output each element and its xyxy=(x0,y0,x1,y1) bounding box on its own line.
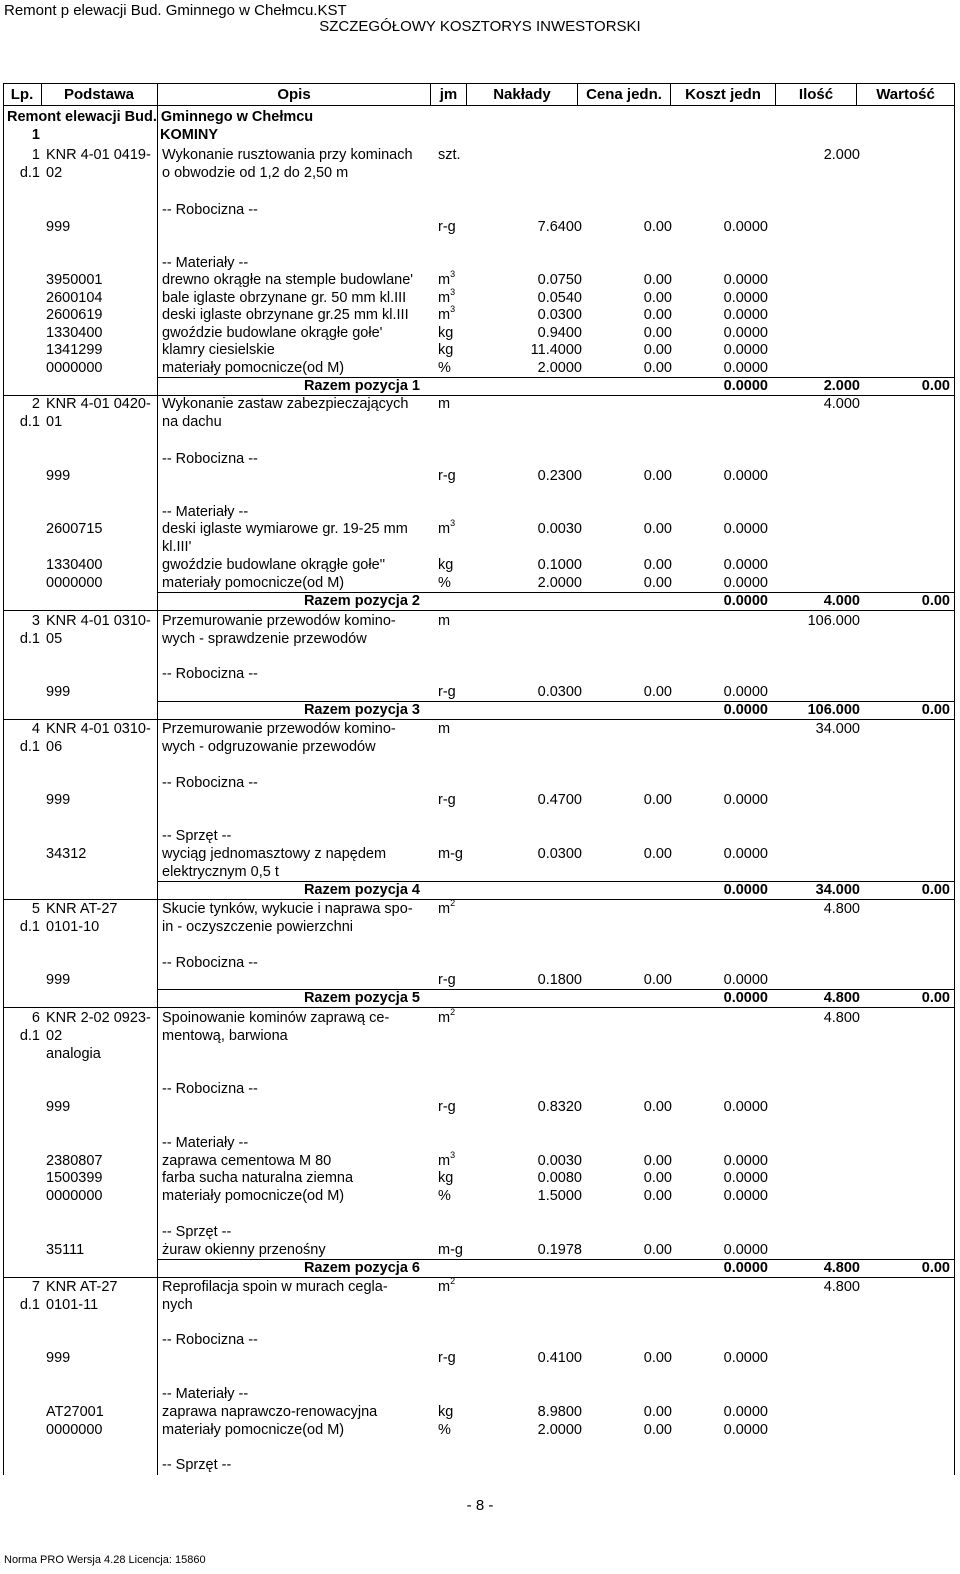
section-number: 1 xyxy=(31,127,40,143)
resource-norm: 0.0540 xyxy=(537,290,582,306)
col-header-cena-jedn: Cena jedn. xyxy=(586,86,662,103)
resource-unit: r-g xyxy=(438,1099,456,1115)
resource-unit: $m^3$ xyxy=(438,287,456,306)
position-unit: m xyxy=(438,396,451,412)
summary-bottom-border xyxy=(3,1007,954,1008)
position-basis: KNR AT-27 xyxy=(46,1279,118,1295)
resource-description: zaprawa cementowa M 80 xyxy=(162,1153,332,1169)
col-header-naklady: Nakłady xyxy=(493,86,551,103)
resource-unit-cost: 0.0000 xyxy=(723,1350,768,1366)
resource-code: 2380807 xyxy=(46,1153,103,1169)
resource-unit-cost: 0.0000 xyxy=(723,1188,768,1204)
resource-group-label: -- Sprzęt -- xyxy=(162,828,232,844)
position-total-label: Razem pozycja 6 xyxy=(303,1260,420,1276)
resource-unit-price: 0.00 xyxy=(643,1422,672,1438)
resource-code: 0000000 xyxy=(46,360,103,376)
resource-description: drewno okrągłe na stemple budowlane' xyxy=(162,272,414,288)
position-total-label: Razem pozycja 1 xyxy=(303,378,420,394)
resource-unit: % xyxy=(438,575,451,591)
position-basis: KNR 2-02 0923- xyxy=(46,1010,151,1026)
resource-unit-price: 0.00 xyxy=(643,846,672,862)
resource-description: klamry ciesielskie xyxy=(162,342,275,358)
resource-unit-price: 0.00 xyxy=(643,307,672,323)
table-column-divider xyxy=(954,83,955,1475)
resource-unit-price: 0.00 xyxy=(643,521,672,537)
resource-code: 999 xyxy=(46,1350,71,1366)
resource-unit: kg xyxy=(438,342,454,358)
summary-bottom-border xyxy=(3,1277,954,1278)
position-total-label: Razem pozycja 4 xyxy=(303,882,420,898)
resource-unit-price: 0.00 xyxy=(643,360,672,376)
resource-norm: 11.4000 xyxy=(530,342,582,358)
resource-unit-price: 0.00 xyxy=(643,468,672,484)
position-suffix: d.1 xyxy=(19,631,40,647)
position-number: 2 xyxy=(31,396,40,412)
resource-unit-price: 0.00 xyxy=(643,1242,672,1258)
resource-description: zaprawa naprawczo-renowacyjna xyxy=(162,1404,378,1420)
resource-unit: m-g xyxy=(438,846,463,862)
position-suffix: d.1 xyxy=(19,1028,40,1044)
position-suffix: d.1 xyxy=(19,414,40,430)
position-description: Wykonanie rusztowania przy kominach xyxy=(162,147,413,163)
resource-unit-cost: 0.0000 xyxy=(723,219,768,235)
resource-description: deski iglaste obrzynane gr.25 mm kl.III xyxy=(162,307,409,323)
unit-exponent: 3 xyxy=(450,287,456,298)
position-description: Skucie tynków, wykucie i naprawa spo- xyxy=(162,901,413,917)
table-column-divider xyxy=(3,83,4,1475)
position-basis-cont: 05 xyxy=(46,631,63,647)
resource-norm: 0.8320 xyxy=(537,1099,582,1115)
resource-unit: kg xyxy=(438,1404,454,1420)
position-total-quantity: 4.000 xyxy=(823,593,860,609)
position-quantity: 2.000 xyxy=(823,147,860,163)
resource-code: 999 xyxy=(46,972,71,988)
summary-bottom-border xyxy=(3,899,954,900)
position-total-quantity: 4.800 xyxy=(823,990,860,1006)
position-description-cont: nych xyxy=(162,1297,193,1313)
resource-unit: r-g xyxy=(438,792,456,808)
position-unit: m xyxy=(438,613,451,629)
resource-group-label: -- Materiały -- xyxy=(162,504,249,520)
position-quantity: 106.000 xyxy=(807,613,860,629)
position-total-quantity: 4.800 xyxy=(823,1260,860,1276)
resource-group-label: -- Sprzęt -- xyxy=(162,1224,232,1240)
resource-description: farba sucha naturalna ziemna xyxy=(162,1170,354,1186)
position-total-value: 0.00 xyxy=(921,378,950,394)
resource-description-cont: kl.III' xyxy=(162,539,192,555)
position-basis-cont: 02 xyxy=(46,165,63,181)
resource-unit-cost: 0.0000 xyxy=(723,1170,768,1186)
resource-description: bale iglaste obrzynane gr. 50 mm kl.III xyxy=(162,290,407,306)
resource-unit-price: 0.00 xyxy=(643,575,672,591)
position-basis: KNR 4-01 0310- xyxy=(46,721,151,737)
resource-unit: kg xyxy=(438,1170,454,1186)
resource-unit-cost: 0.0000 xyxy=(723,521,768,537)
resource-code: 999 xyxy=(46,684,71,700)
position-quantity: 4.000 xyxy=(823,396,860,412)
table-header-bottom-border xyxy=(3,105,954,106)
resource-code: 1330400 xyxy=(46,557,103,573)
col-header-jm: jm xyxy=(439,86,458,103)
position-total-unit-cost: 0.0000 xyxy=(723,378,768,394)
position-unit: $m^2$ xyxy=(438,1276,456,1295)
resource-unit: % xyxy=(438,1188,451,1204)
resource-description: materiały pomocnicze(od M) xyxy=(162,1422,345,1438)
resource-code: 999 xyxy=(46,219,71,235)
resource-description: materiały pomocnicze(od M) xyxy=(162,575,345,591)
resource-unit-cost: 0.0000 xyxy=(723,342,768,358)
position-description-cont: in - oczyszczenie powierzchni xyxy=(162,919,353,935)
resource-unit-cost: 0.0000 xyxy=(723,307,768,323)
position-quantity: 4.800 xyxy=(823,1010,860,1026)
resource-norm: 0.4100 xyxy=(537,1350,582,1366)
resource-norm: 0.0300 xyxy=(537,846,582,862)
position-total-unit-cost: 0.0000 xyxy=(723,1260,768,1276)
resource-code: 999 xyxy=(46,792,71,808)
position-total-label: Razem pozycja 3 xyxy=(303,702,420,718)
position-total-quantity: 34.000 xyxy=(815,882,860,898)
resource-norm: 0.2300 xyxy=(537,468,582,484)
position-total-unit-cost: 0.0000 xyxy=(723,882,768,898)
unit-exponent: 3 xyxy=(450,1150,456,1161)
resource-description: gwoździe budowlane okrągłe gołe'' xyxy=(162,557,386,573)
resource-unit-price: 0.00 xyxy=(643,1188,672,1204)
position-suffix: d.1 xyxy=(19,165,40,181)
summary-bottom-border xyxy=(3,610,954,611)
resource-norm: 8.9800 xyxy=(537,1404,582,1420)
resource-code: 1500399 xyxy=(46,1170,103,1186)
position-description-cont: wych - odgruzowanie przewodów xyxy=(162,739,376,755)
unit-exponent: 3 xyxy=(450,269,456,280)
resource-code: 999 xyxy=(46,1099,71,1115)
position-suffix: d.1 xyxy=(19,919,40,935)
position-basis: KNR 4-01 0420- xyxy=(46,396,151,412)
resource-description: wyciąg jednomasztowy z napędem xyxy=(162,846,387,862)
resource-unit-cost: 0.0000 xyxy=(723,468,768,484)
position-total-label: Razem pozycja 5 xyxy=(303,990,420,1006)
resource-unit: $m^3$ xyxy=(438,1150,456,1169)
resource-norm: 0.1978 xyxy=(537,1242,582,1258)
position-basis: KNR 4-01 0419- xyxy=(46,147,151,163)
col-header-koszt-jedn: Koszt jedn xyxy=(685,86,761,103)
resource-code: 0000000 xyxy=(46,1422,103,1438)
position-total-value: 0.00 xyxy=(921,593,950,609)
position-quantity: 4.800 xyxy=(823,1279,860,1295)
position-total-value: 0.00 xyxy=(921,990,950,1006)
position-number: 6 xyxy=(31,1010,40,1026)
resource-unit-price: 0.00 xyxy=(643,1099,672,1115)
position-quantity: 4.800 xyxy=(823,901,860,917)
unit-exponent: 2 xyxy=(450,1276,456,1287)
resource-code: 1330400 xyxy=(46,325,103,341)
resource-code: 2600619 xyxy=(46,307,103,323)
resource-code: 0000000 xyxy=(46,1188,103,1204)
resource-unit: $m^3$ xyxy=(438,518,456,537)
position-number: 7 xyxy=(31,1279,40,1295)
table-column-divider xyxy=(157,83,158,1475)
resource-code: 999 xyxy=(46,468,71,484)
resource-unit-cost: 0.0000 xyxy=(723,360,768,376)
resource-description: żuraw okienny przenośny xyxy=(162,1242,326,1258)
resource-unit: r-g xyxy=(438,684,456,700)
position-description: Spoinowanie kominów zaprawą ce- xyxy=(162,1010,390,1026)
unit-exponent: 2 xyxy=(450,1007,456,1018)
resource-code: 35111 xyxy=(46,1242,85,1258)
resource-code: 3950001 xyxy=(46,272,103,288)
resource-group-label: -- Robocizna -- xyxy=(162,955,258,971)
resource-norm: 0.0030 xyxy=(537,1153,582,1169)
resource-code: 34312 xyxy=(46,846,87,862)
position-description: Przemurowanie przewodów komino- xyxy=(162,721,396,737)
resource-norm: 0.0300 xyxy=(537,684,582,700)
resource-unit: $m^3$ xyxy=(438,304,456,323)
resource-code: 1341299 xyxy=(46,342,103,358)
software-footer: Norma PRO Wersja 4.28 Licencja: 15860 xyxy=(4,1554,206,1566)
resource-norm: 0.1800 xyxy=(537,972,582,988)
document-filename: Remont p elewacji Bud. Gminnego w Chełmcu.KST xyxy=(4,2,347,19)
position-number: 5 xyxy=(31,901,40,917)
position-total-quantity: 106.000 xyxy=(807,702,860,718)
col-header-opis: Opis xyxy=(277,86,311,103)
resource-unit-cost: 0.0000 xyxy=(723,575,768,591)
resource-unit-cost: 0.0000 xyxy=(723,1242,768,1258)
position-suffix: d.1 xyxy=(19,739,40,755)
position-basis: KNR AT-27 xyxy=(46,901,118,917)
resource-unit: r-g xyxy=(438,972,456,988)
resource-group-label: -- Materiały -- xyxy=(162,255,249,271)
resource-unit-price: 0.00 xyxy=(643,272,672,288)
resource-norm: 0.0750 xyxy=(537,272,582,288)
resource-norm: 0.1000 xyxy=(537,557,582,573)
position-basis-cont: 0101-11 xyxy=(46,1297,99,1313)
resource-unit-cost: 0.0000 xyxy=(723,557,768,573)
resource-norm: 0.0300 xyxy=(537,307,582,323)
resource-norm: 2.0000 xyxy=(537,575,582,591)
resource-code: 0000000 xyxy=(46,575,103,591)
section-name: KOMINY xyxy=(160,127,218,143)
resource-unit-price: 0.00 xyxy=(643,557,672,573)
unit-exponent: 3 xyxy=(450,304,456,315)
unit-exponent: 3 xyxy=(450,518,456,529)
resource-description: materiały pomocnicze(od M) xyxy=(162,360,345,376)
resource-unit-price: 0.00 xyxy=(643,792,672,808)
resource-code: 2600104 xyxy=(46,290,103,306)
resource-unit-price: 0.00 xyxy=(643,219,672,235)
position-number: 4 xyxy=(31,721,40,737)
project-title: Remont elewacji Bud. Gminnego w Chełmcu xyxy=(7,109,314,125)
resource-norm: 0.0030 xyxy=(537,521,582,537)
resource-unit-cost: 0.0000 xyxy=(723,792,768,808)
position-total-value: 0.00 xyxy=(921,702,950,718)
resource-code: AT27001 xyxy=(46,1404,104,1420)
resource-unit: r-g xyxy=(438,1350,456,1366)
resource-norm: 7.6400 xyxy=(537,219,582,235)
position-total-value: 0.00 xyxy=(921,882,950,898)
resource-unit-price: 0.00 xyxy=(643,684,672,700)
position-unit: m xyxy=(438,721,451,737)
resource-unit-cost: 0.0000 xyxy=(723,1404,768,1420)
resource-unit-price: 0.00 xyxy=(643,342,672,358)
resource-unit-cost: 0.0000 xyxy=(723,1099,768,1115)
resource-unit: $m^3$ xyxy=(438,269,456,288)
resource-norm: 0.0080 xyxy=(537,1170,582,1186)
resource-group-label: -- Materiały -- xyxy=(162,1386,249,1402)
position-basis: KNR 4-01 0310- xyxy=(46,613,151,629)
resource-unit-cost: 0.0000 xyxy=(723,972,768,988)
resource-unit-price: 0.00 xyxy=(643,1170,672,1186)
summary-bottom-border xyxy=(3,719,954,720)
resource-unit: m-g xyxy=(438,1242,463,1258)
resource-description-cont: elektrycznym 0,5 t xyxy=(162,864,279,880)
table-header-top-border xyxy=(3,83,954,84)
resource-unit-price: 0.00 xyxy=(643,325,672,341)
resource-unit-cost: 0.0000 xyxy=(723,325,768,341)
position-total-label: Razem pozycja 2 xyxy=(303,593,420,609)
col-header-wartosc: Wartość xyxy=(876,86,935,103)
position-basis-cont: 06 xyxy=(46,739,63,755)
position-total-quantity: 2.000 xyxy=(823,378,860,394)
position-total-unit-cost: 0.0000 xyxy=(723,990,768,1006)
resource-unit-price: 0.00 xyxy=(643,1153,672,1169)
resource-unit-cost: 0.0000 xyxy=(723,684,768,700)
position-suffix: d.1 xyxy=(19,1297,40,1313)
position-description: Przemurowanie przewodów komino- xyxy=(162,613,396,629)
position-basis-cont: 0101-10 xyxy=(46,919,100,935)
resource-description: gwoździe budowlane okrągłe gołe' xyxy=(162,325,383,341)
resource-unit: r-g xyxy=(438,219,456,235)
position-description-cont: o obwodzie od 1,2 do 2,50 m xyxy=(162,165,349,181)
position-description: Wykonanie zastaw zabezpieczających xyxy=(162,396,409,412)
page-number: - 8 - xyxy=(466,1497,494,1514)
resource-unit-cost: 0.0000 xyxy=(723,1422,768,1438)
col-header-podstawa: Podstawa xyxy=(63,86,135,103)
position-unit: $m^2$ xyxy=(438,898,456,917)
resource-unit-price: 0.00 xyxy=(643,1404,672,1420)
position-basis-cont: 01 xyxy=(46,414,63,430)
resource-norm: 0.9400 xyxy=(537,325,582,341)
resource-group-label: -- Robocizna -- xyxy=(162,451,258,467)
resource-description: materiały pomocnicze(od M) xyxy=(162,1188,345,1204)
resource-group-label: -- Robocizna -- xyxy=(162,666,258,682)
resource-unit: % xyxy=(438,1422,451,1438)
resource-unit: kg xyxy=(438,325,454,341)
position-number: 3 xyxy=(31,613,40,629)
resource-unit: % xyxy=(438,360,451,376)
resource-unit-cost: 0.0000 xyxy=(723,272,768,288)
resource-group-label: -- Materiały -- xyxy=(162,1135,249,1151)
position-description-cont: na dachu xyxy=(162,414,222,430)
position-total-value: 0.00 xyxy=(921,1260,950,1276)
resource-unit-cost: 0.0000 xyxy=(723,290,768,306)
position-description-cont: mentową, barwiona xyxy=(162,1028,288,1044)
resource-group-label: -- Robocizna -- xyxy=(162,1081,258,1097)
resource-norm: 0.4700 xyxy=(537,792,582,808)
position-quantity: 34.000 xyxy=(815,721,860,737)
resource-group-label: -- Robocizna -- xyxy=(162,775,258,791)
resource-group-label: -- Robocizna -- xyxy=(162,1332,258,1348)
position-unit: $m^2$ xyxy=(438,1007,456,1026)
position-unit: szt. xyxy=(438,147,461,163)
resource-code: 2600715 xyxy=(46,521,103,537)
resource-unit-cost: 0.0000 xyxy=(723,1153,768,1169)
position-number: 1 xyxy=(31,147,40,163)
resource-unit: kg xyxy=(438,557,454,573)
position-total-unit-cost: 0.0000 xyxy=(723,593,768,609)
unit-exponent: 2 xyxy=(450,898,456,909)
position-total-unit-cost: 0.0000 xyxy=(723,702,768,718)
document-title: SZCZEGÓŁOWY KOSZTORYS INWESTORSKI xyxy=(319,18,641,35)
col-header-ilosc: Ilość xyxy=(798,86,834,103)
resource-group-label: -- Sprzęt -- xyxy=(162,1457,232,1473)
position-basis-note: analogia xyxy=(46,1046,101,1062)
resource-unit-price: 0.00 xyxy=(643,972,672,988)
resource-norm: 2.0000 xyxy=(537,1422,582,1438)
resource-group-label: -- Robocizna -- xyxy=(162,202,258,218)
resource-description: deski iglaste wymiarowe gr. 19-25 mm xyxy=(162,521,408,537)
resource-norm: 1.5000 xyxy=(537,1188,582,1204)
position-description-cont: wych - sprawdzenie przewodów xyxy=(162,631,367,647)
resource-unit-price: 0.00 xyxy=(643,290,672,306)
resource-unit-price: 0.00 xyxy=(643,1350,672,1366)
position-description: Reprofilacja spoin w murach cegla- xyxy=(162,1279,388,1295)
col-header-lp: Lp. xyxy=(10,86,34,103)
resource-unit: r-g xyxy=(438,468,456,484)
position-basis-cont: 02 xyxy=(46,1028,63,1044)
resource-norm: 2.0000 xyxy=(537,360,582,376)
resource-unit-cost: 0.0000 xyxy=(723,846,768,862)
